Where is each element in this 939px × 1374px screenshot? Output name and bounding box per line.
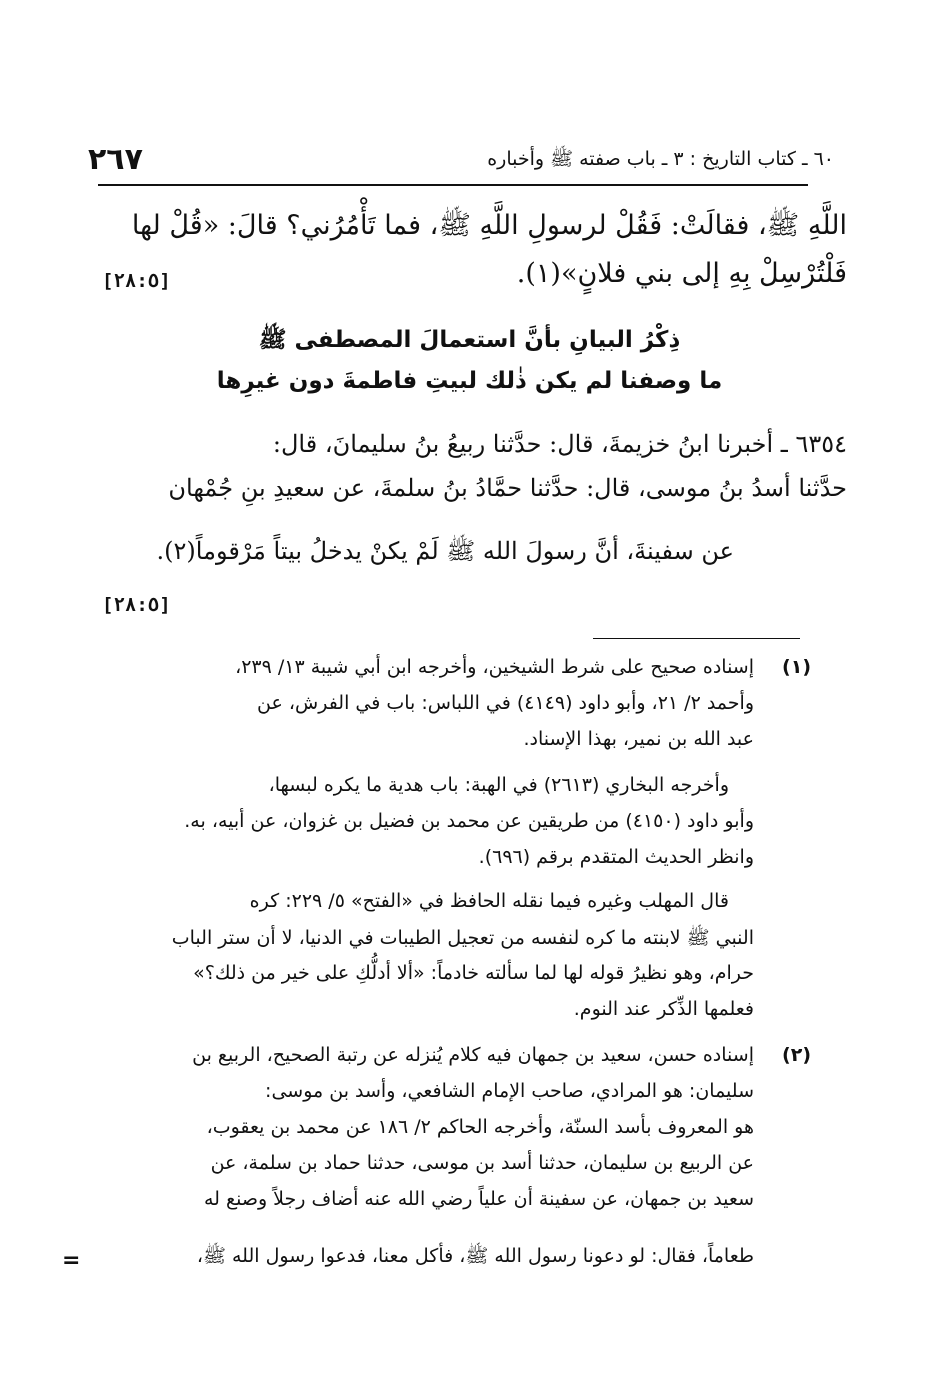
reference-tag: [٢٨:٥] bbox=[102, 270, 171, 292]
footnote-line: وأخرجه البخاري (٢٦١٣) في الهبة: باب هدية ما يكره لبسها، bbox=[268, 774, 729, 796]
page-number: ٢٦٧ bbox=[88, 142, 143, 177]
footnote-rule bbox=[593, 638, 800, 639]
footnote-line: وأبو داود (٤١٥٠) من طريقين عن محمد بن فضيل بن غزوان، عن أبيه، به. bbox=[184, 810, 754, 832]
header-rule bbox=[98, 184, 808, 186]
footnote-line: هو المعروف بأسد السنّة، وأخرجه الحاكم ٢/ ١٨٦ عن محمد بن يعقوب، bbox=[206, 1116, 754, 1138]
hadith-line: عن سفينةَ، أنَّ رسولَ الله ﷺ لَمْ يكنْ يدخلُ بيتاً مَرْقوماً(٢). bbox=[156, 537, 734, 565]
footnote-marker: (١) bbox=[782, 656, 811, 678]
footnote-line: وانظر الحديث المتقدم برقم (٦٩٦). bbox=[478, 846, 754, 868]
hadith-line: حدَّثنا أسدُ بنُ موسى، قال: حدَّثنا حمَّادُ بنُ سلمةَ، عن سعيدِ بنِ جُمْهان bbox=[168, 474, 847, 502]
footnote-line: إسناده صحيح على شرط الشيخين، وأخرجه ابن أبي شيبة ١٣/ ٢٣٩، bbox=[235, 656, 754, 678]
continuation-mark: = bbox=[62, 1248, 81, 1273]
section-heading-line: ما وصفنا لم يكن ذٰلك لبيتِ فاطمةَ دون غيرِها bbox=[216, 368, 723, 394]
footnote-line: وأحمد ٢/ ٢١، وأبو داود (٤١٤٩) في اللباس: باب في الفرش، عن bbox=[257, 692, 754, 714]
footnote-marker: (٢) bbox=[782, 1044, 811, 1066]
footnote-line: طعاماً، فقال: لو دعونا رسول الله ﷺ، فأكل معنا، فدعوا رسول الله ﷺ، bbox=[196, 1245, 754, 1267]
footnote-line: حرام، وهو نظيرُ قوله لها لما سألته خادماً: «ألا أدلُّكِ على خير من ذلك؟» bbox=[193, 962, 754, 984]
footnote-line: فعلمها الذِّكر عند النوم. bbox=[573, 998, 754, 1020]
footnote-line: عن الربيع بن سليمان، حدثنا أسد بن موسى، حدثنا حماد بن سلمة، عن bbox=[210, 1152, 754, 1174]
footnote-line: سليمان: هو المرادي، صاحب الإمام الشافعي، وأسد بن موسى: bbox=[265, 1080, 754, 1102]
running-header: ٦٠ ـ كتاب التاريخ : ٣ ـ باب صفته ﷺ وأخباره bbox=[487, 148, 834, 170]
main-text-line: فَلْتُرْسِلْ بِهِ إلى بني فلانٍ»(١). bbox=[516, 258, 847, 289]
footnote-line: عبد الله بن نمير، بهذا الإسناد. bbox=[523, 728, 754, 750]
footnote-line: سعيد بن جمهان، عن سفينة أن علياً رضي الله عنه أضاف رجلاً وصنع له bbox=[203, 1188, 754, 1210]
reference-tag: [٢٨:٥] bbox=[102, 594, 171, 616]
footnote-line: إسناده حسن، سعيد بن جمهان فيه كلام يُنزله عن رتبة الصحيح، الربيع بن bbox=[192, 1044, 754, 1066]
footnote-line: النبي ﷺ لابنته ما كره لنفسه من تعجيل الطيبات في الدنيا، لا أن ستر الباب bbox=[171, 927, 754, 949]
main-text-line: اللَّهِ ﷺ، فقالَتْ: فَقُلْ لرسولِ اللَّهِ ﷺ، فما تَأْمُرُني؟ قالَ: «قُلْ لها bbox=[131, 210, 847, 241]
section-heading-line: ذِكْرُ البيانِ بأنَّ استعمالَ المصطفى ﷺ bbox=[258, 327, 681, 353]
hadith-line: ٦٣٥٤ ـ أخبرنا ابنُ خزيمةَ، قال: حدَّثنا ربيعُ بنُ سليمانَ، قال: bbox=[272, 430, 847, 458]
footnote-line: قال المهلب وغيره فيما نقله الحافظ في «الفتح» ٥/ ٢٢٩: كره bbox=[249, 890, 729, 912]
